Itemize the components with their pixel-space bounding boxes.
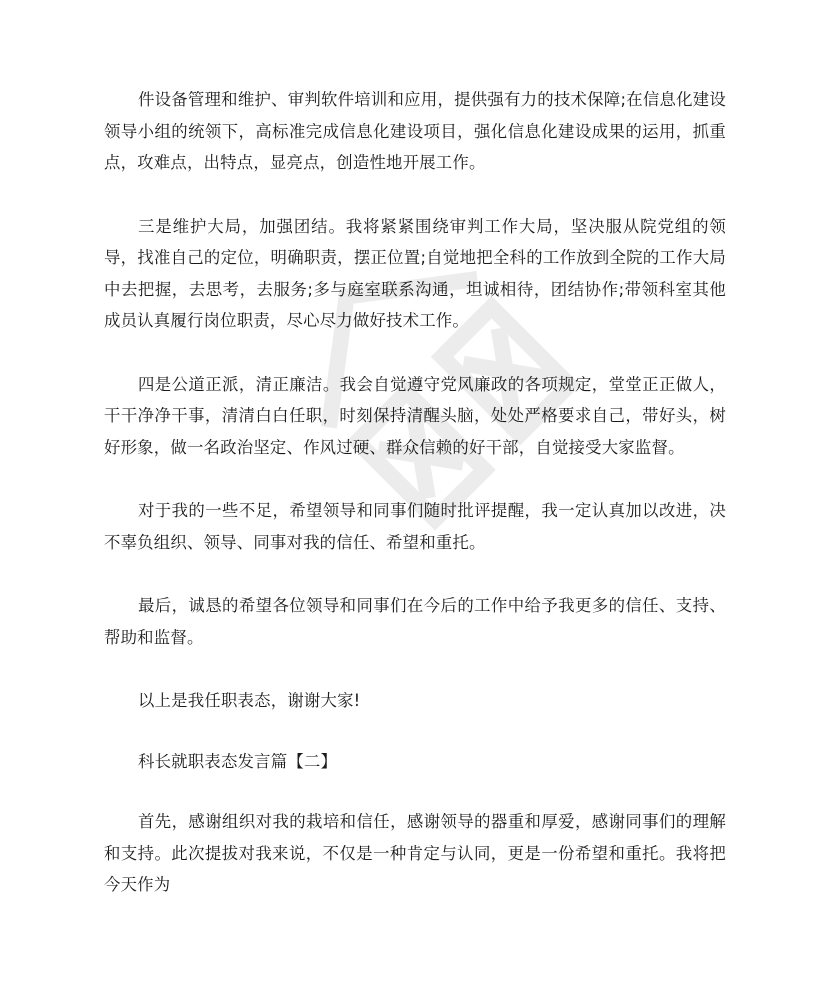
paragraph-tech-support: 件设备管理和维护、审判软件培训和应用，提供强有力的技术保障;在信息化建设领导小组的统领下，高标准完成信息化建设项目，强化信息化建设成果的运用，抓重点，攻难点，出特点，显亮点，创造性地开展工作。 (104, 90, 726, 172)
paragraph-closing-hope: 最后，诚恳的希望各位领导和同事们在今后的工作中给予我更多的信任、支持、帮助和监督。 (104, 596, 726, 647)
paragraph-integrity: 四是公道正派，清正廉洁。我会自觉遵守党风廉政的各项规定，堂堂正正做人，干干净净干事，清清白白任职，时刻保持清醒头脑，处处严格要求自己，带好头，树好形象，做一名政治坚定、作风过硬、群众信赖的好干部，自觉接受大家监督。 (104, 374, 726, 457)
paragraph-thanks: 以上是我任职表态，谢谢大家! (138, 691, 361, 710)
paragraph-maintain-unity: 三是维护大局，加强团结。我将紧紧围绕审判工作大局，坚决服从院党组的领导，找准自己的定位，明确职责，摆正位置;自觉地把全科的工作放到全院的工作大局中去把握，去思考，去服务;多与庭室联系沟通，坦诚相待，团结协作;带领科室其他成员认真履行岗位职责，尽心尽力做好技术工作。 (104, 216, 726, 330)
section-heading-part-two: 科长就职表态发言篇【二】 (138, 751, 338, 771)
document-body (104, 84, 726, 933)
paragraph-shortcomings: 对于我的一些不足，希望领导和同事们随时批评提醒，我一定认真加以改进，决不辜负组织、领导、同事对我的信任、希望和重托。 (104, 501, 726, 552)
paragraph-gratitude: 首先，感谢组织对我的栽培和信任，感谢领导的器重和厚爱，感谢同事们的理解和支持。此次提拔对我来说，不仅是一种肯定与认同，更是一份希望和重托。我将把今天作为 (104, 812, 726, 894)
